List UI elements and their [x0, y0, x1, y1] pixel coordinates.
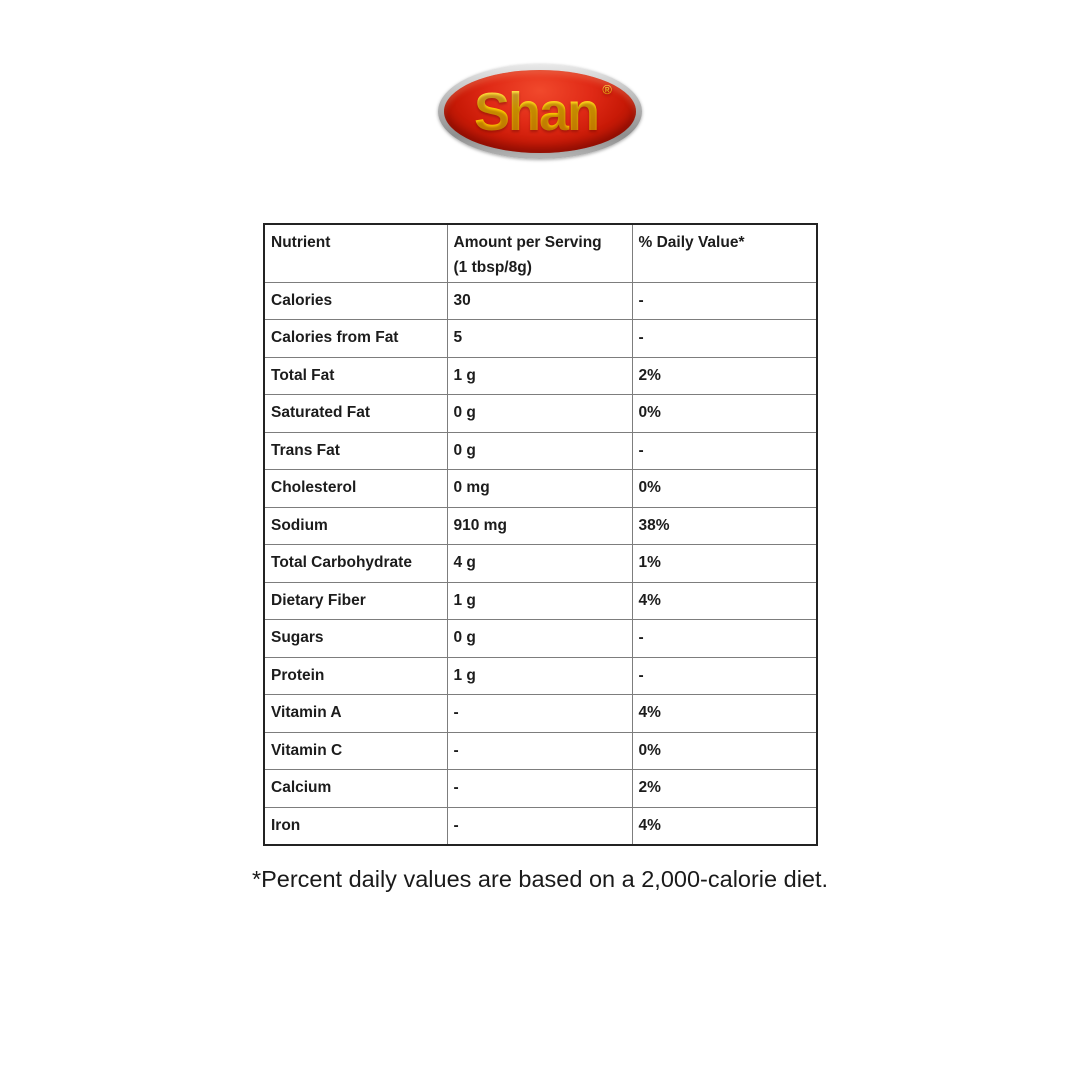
logo-red-oval [444, 70, 636, 153]
cell-nutrient: Vitamin A [264, 695, 447, 733]
cell-nutrient: Calories from Fat [264, 320, 447, 358]
table-row [264, 582, 817, 620]
table-row [264, 545, 817, 583]
cell-amount: 1 g [447, 582, 632, 620]
table-row [264, 770, 817, 808]
registered-trademark-icon: ® [602, 81, 613, 97]
cell-daily-value: - [632, 620, 817, 658]
table-row [264, 320, 817, 358]
cell-amount: 30 [447, 282, 632, 320]
cell-daily-value: - [632, 432, 817, 470]
cell-nutrient: Sugars [264, 620, 447, 658]
cell-amount: - [447, 732, 632, 770]
header-amount-line1: Amount per Serving [453, 234, 602, 251]
table-row [264, 470, 817, 508]
cell-nutrient: Trans Fat [264, 432, 447, 470]
cell-daily-value: - [632, 282, 817, 320]
header-amount [447, 224, 632, 282]
cell-nutrient: Calories [264, 282, 447, 320]
cell-daily-value: 0% [632, 732, 817, 770]
cell-daily-value: 4% [632, 807, 817, 845]
cell-amount: 1 g [447, 357, 632, 395]
cell-amount: - [447, 695, 632, 733]
cell-amount: 0 mg [447, 470, 632, 508]
cell-daily-value: 4% [632, 582, 817, 620]
cell-nutrient: Sodium [264, 507, 447, 545]
table-row [264, 282, 817, 320]
cell-daily-value: - [632, 320, 817, 358]
cell-amount: 5 [447, 320, 632, 358]
cell-nutrient: Calcium [264, 770, 447, 808]
cell-amount: 0 g [447, 395, 632, 433]
shan-logo [438, 64, 642, 159]
table-body [264, 282, 817, 845]
table-row [264, 357, 817, 395]
cell-nutrient: Vitamin C [264, 732, 447, 770]
cell-nutrient: Total Carbohydrate [264, 545, 447, 583]
cell-daily-value: 2% [632, 357, 817, 395]
cell-nutrient: Saturated Fat [264, 395, 447, 433]
cell-nutrient: Total Fat [264, 357, 447, 395]
cell-amount: 0 g [447, 432, 632, 470]
cell-amount: - [447, 770, 632, 808]
table-row [264, 395, 817, 433]
table-row [264, 620, 817, 658]
cell-daily-value: 2% [632, 770, 817, 808]
cell-amount: 4 g [447, 545, 632, 583]
cell-nutrient: Cholesterol [264, 470, 447, 508]
nutrition-table [263, 223, 818, 846]
cell-amount: 910 mg [447, 507, 632, 545]
cell-amount: 1 g [447, 657, 632, 695]
cell-daily-value: 38% [632, 507, 817, 545]
cell-amount: - [447, 807, 632, 845]
cell-daily-value: 0% [632, 395, 817, 433]
header-daily-value: % Daily Value* [632, 224, 817, 282]
table-row [264, 732, 817, 770]
cell-daily-value: 0% [632, 470, 817, 508]
logo-brand-text [473, 81, 613, 142]
cell-nutrient: Iron [264, 807, 447, 845]
cell-daily-value: - [632, 657, 817, 695]
footnote: *Percent daily values are based on a 2,000-calorie diet. [251, 866, 829, 892]
cell-daily-value: 4% [632, 695, 817, 733]
cell-nutrient: Protein [264, 657, 447, 695]
logo-brand-name: Shan [473, 81, 599, 142]
table-row [264, 695, 817, 733]
header-row [264, 224, 817, 282]
table-header [264, 224, 817, 282]
header-amount-line2: (1 tbsp/8g) [453, 258, 532, 276]
table-row [264, 657, 817, 695]
header-nutrient: Nutrient [264, 224, 447, 282]
table-row [264, 432, 817, 470]
cell-daily-value: 1% [632, 545, 817, 583]
table-row [264, 807, 817, 845]
cell-nutrient: Dietary Fiber [264, 582, 447, 620]
table-row [264, 507, 817, 545]
cell-amount: 0 g [447, 620, 632, 658]
logo-silver-ring [438, 64, 642, 159]
